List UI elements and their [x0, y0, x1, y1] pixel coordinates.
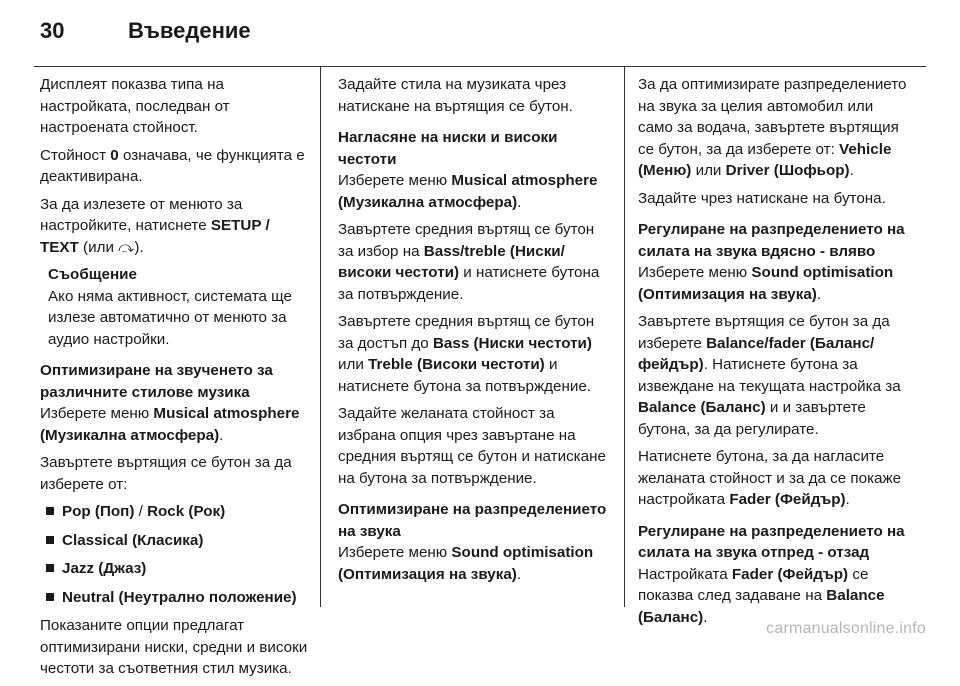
section-heading: Оптимизиране на звученето за различните стилове музика	[40, 362, 273, 401]
header-rule	[34, 66, 926, 67]
column-2	[338, 74, 610, 591]
bullet-icon	[46, 593, 54, 601]
column-divider	[624, 67, 625, 607]
back-arrow-icon: ⤼	[118, 238, 135, 256]
section-heading: Оптимизиране на разпределението на звука	[338, 501, 607, 540]
bullet-icon	[46, 507, 54, 515]
paragraph: Показаните опции предлагат оптимизирани ниски, средни и високи честоти за съответния стил музика.	[40, 617, 308, 677]
note-title: Съобщение	[48, 266, 137, 283]
page-title: Въведение	[128, 18, 251, 43]
section-heading: Регулиране на разпределението на силата на звука вдясно - вляво	[638, 221, 905, 260]
paragraph: Изберете меню Sound optimisation (Оптимизация на звука).	[338, 544, 594, 583]
note-box	[40, 264, 312, 350]
section-heading: Нагласяне на ниски и високи честоти	[338, 129, 558, 168]
note-text: Ако няма активност, системата ще излезе автоматично от менюто за аудио настройки.	[48, 287, 292, 348]
paragraph: Задайте стила на музиката чрез натискане на въртящия се бутон.	[338, 76, 573, 115]
bullet-icon	[46, 536, 54, 544]
paragraph: Изберете меню Musical atmosphere (Музикална атмосфера).	[40, 405, 300, 444]
paragraph: Дисплеят показва типа на настройката, последван от настроената стойност.	[40, 76, 230, 136]
list-item: Pop (Поп) / Rock (Рок)	[46, 501, 312, 523]
paragraph: Завъртете средния въртящ се бутон за избор на Bass/treble (Ниски/високи честоти) и натиснете бутона за потвърждение.	[338, 221, 600, 303]
paragraph: Настройката Fader (Фейдър) се показва след задаване на Balance (Баланс).	[638, 565, 885, 626]
page-number: 30	[40, 18, 65, 43]
paragraph: Задайте желаната стойност за избрана опция чрез завъртане на средния въртящ се бутон и натискане на бутона за потвърждение.	[338, 405, 606, 487]
paragraph: Завъртете въртящия се бутон за да изберете от:	[40, 454, 292, 493]
list-item: Jazz (Джаз)	[46, 558, 312, 580]
watermark: carmanualsonline.info	[766, 620, 926, 637]
bullet-icon	[46, 564, 54, 572]
section-heading: Регулиране на разпределението на силата на звука отпред - отзад	[638, 522, 905, 561]
paragraph: Изберете меню Musical atmosphere (Музикална атмосфера).	[338, 172, 598, 211]
paragraph: Завъртете въртящия се бутон за да изберете Balance/fader (Баланс/фейдър). Натиснете бутона за извеждане на текущата настройка за Balance (Баланс) и и завъртете бутона, за да регулирате.	[638, 313, 901, 438]
paragraph: Задайте чрез натискане на бутона.	[638, 189, 886, 207]
option-list	[40, 501, 312, 608]
paragraph: Натиснете бутона, за да нагласите желаната стойност и за да се покаже настройката Fader (Фейдър).	[638, 448, 902, 508]
paragraph: За да оптимизирате разпределението на звука за целия автомобил или само за водача, завъртете въртящия се бутон, за да изберете от: Vehicle (Меню) или Driver (Шофьор).	[638, 76, 907, 179]
list-item: Neutral (Неутрално положение)	[46, 587, 312, 609]
paragraph: Стойност 0 означава, че функцията е деактивирана.	[40, 146, 305, 185]
paragraph: Изберете меню Sound optimisation (Оптимизация на звука).	[638, 264, 894, 303]
column-3	[638, 74, 910, 634]
paragraph: За да излезете от менюто за настройките, натиснете SETUP / TEXT (или ⤼).	[40, 194, 312, 259]
paragraph: Завъртете средния въртящ се бутон за достъп до Bass (Ниски честоти) или Treble (Високи честоти) и натиснете бутона за потвърждение.	[338, 313, 595, 395]
column-divider	[320, 67, 321, 607]
column-1	[40, 74, 312, 686]
list-item: Classical (Класика)	[46, 530, 312, 552]
